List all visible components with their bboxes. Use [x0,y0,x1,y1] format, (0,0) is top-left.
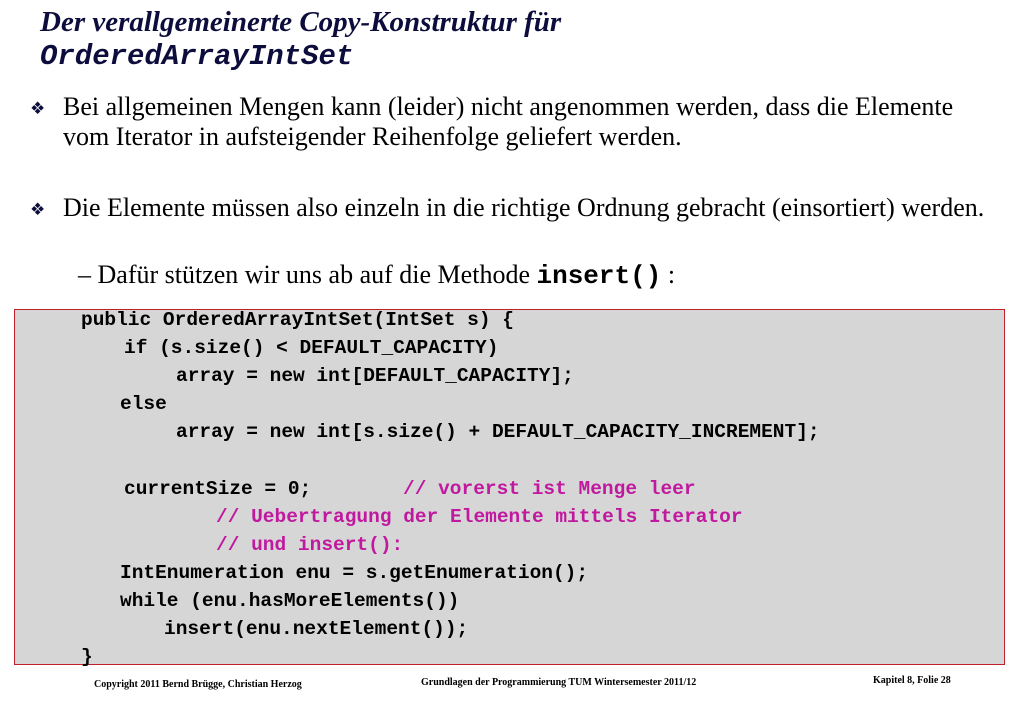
slide-title: Der verallgemeinerte Copy-Konstruktur für [40,6,562,38]
code-line: public OrderedArrayIntSet(IntSet s) { [81,309,514,331]
code-block [14,309,1005,668]
footer-copyright: Copyright 2011 Bernd Brügge, Christian Herzog [94,679,302,690]
sub-bullet-text: – Dafür stützen wir uns ab auf die Methode [78,260,537,289]
code-line: array = new int[DEFAULT_CAPACITY]; [176,365,574,387]
code-line: IntEnumeration enu = s.getEnumeration(); [120,562,589,584]
code-line: insert(enu.nextElement()); [164,618,469,640]
sub-bullet [78,260,675,291]
code-comment: // Uebertragung der Elemente mittels Iterator [216,506,743,528]
code-line: if (s.size() < DEFAULT_CAPACITY) [124,337,499,359]
code-comment: // und insert(): [216,534,404,556]
code-comment: // vorerst ist Menge leer [403,478,696,500]
code-line: while (enu.hasMoreElements()) [120,590,460,612]
sub-bullet-code: insert() [536,261,662,291]
code-line: } [81,646,93,668]
slide-title-classname: OrderedArrayIntSet [40,40,354,73]
sub-bullet-suffix: : [661,260,676,289]
footer-course: Grundlagen der Programmierung TUM Wintersemester 2011/12 [421,677,697,688]
diamond-bullet-icon: ❖ [30,200,46,219]
bullet-text: Bei allgemeinen Mengen kann (leider) nicht angenommen werden, dass die Elemente vom Iterator in aufsteigender Reihenfolge geliefert werden. [63,92,954,151]
diamond-bullet-icon: ❖ [30,99,46,118]
code-line: array = new int[s.size() + DEFAULT_CAPACITY_INCREMENT]; [176,421,820,443]
code-line: else [120,393,167,415]
bullet-text: Die Elemente müssen also einzeln in die richtige Ordnung gebracht (einsortiert) werden. [63,193,985,222]
footer-slide-number: Kapitel 8, Folie 28 [873,675,951,686]
code-line: currentSize = 0; [124,478,312,500]
